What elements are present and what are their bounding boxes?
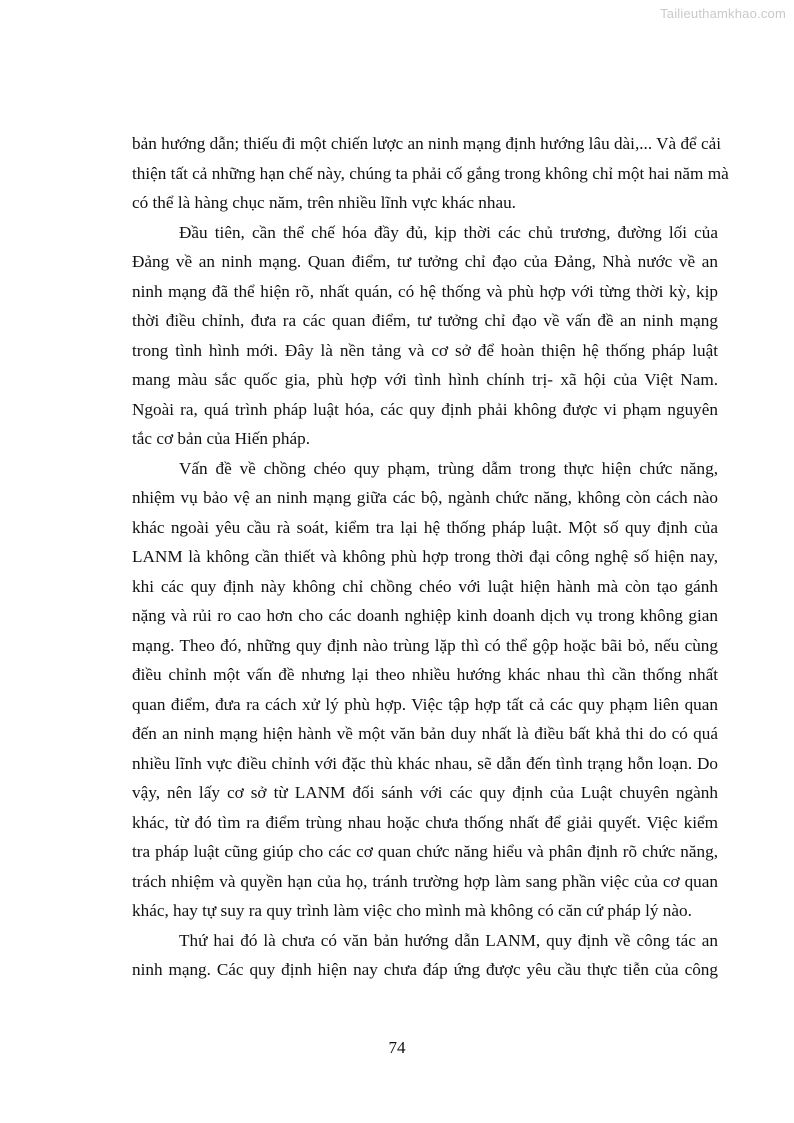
text-line: Vấn đề về chồng chéo quy phạm, trùng dẫm trong thực hiện chức năng, <box>179 458 718 478</box>
text-line: mang màu sắc quốc gia, phù hợp với tình hình chính trị- xã hội của Việt Nam. <box>132 370 718 389</box>
text-line: nhiệm vụ bảo vệ an ninh mạng giữa các bộ, ngành chức năng, không còn cách nào <box>132 488 718 507</box>
text-line: vậy, nên lấy cơ sở từ LANM đối sánh với các quy định của Luật chuyên ngành <box>132 783 718 802</box>
text-line: LANM là không cần thiết và không phù hợp trong thời đại công nghệ số hiện nay, <box>132 547 718 566</box>
paragraph <box>132 218 718 454</box>
text-line: điều chỉnh một vấn đề nhưng lại theo nhiều hướng khác nhau thì cần thống nhất <box>132 665 718 684</box>
text-line: có thể là hàng chục năm, trên nhiều lĩnh vực khác nhau. <box>132 193 516 212</box>
text-line: khi các quy định này không chỉ chồng chéo với luật hiện hành mà còn tạo gánh <box>132 576 718 596</box>
text-line: Ngoài ra, quá trình pháp luật hóa, các quy định phải không được vi phạm nguyên <box>132 399 718 419</box>
paragraph <box>132 454 718 926</box>
text-line: đến an ninh mạng hiện hành về một văn bản duy nhất là điều bất khả thi do có quá <box>132 724 718 743</box>
text-line: khác ngoài yêu cầu rà soát, kiểm tra lại hệ thống pháp luật. Một số quy định của <box>132 517 718 537</box>
text-line: khác, từ đó tìm ra điểm trùng nhau hoặc chưa thống nhất để giải quyết. Việc kiểm <box>132 812 718 832</box>
text-line: nặng và rủi ro cao hơn cho các doanh nghiệp kinh doanh dịch vụ trong không gian <box>132 606 718 625</box>
text-line: Thứ hai đó là chưa có văn bản hướng dẫn LANM, quy định về công tác an <box>179 930 718 950</box>
text-line: Đầu tiên, cần thể chế hóa đầy đủ, kịp thời các chủ trương, đường lối của <box>179 222 718 242</box>
text-line: trong tình hình mới. Đây là nền tảng và cơ sở để hoàn thiện hệ thống pháp luật <box>132 340 718 360</box>
text-line: mạng. Theo đó, những quy định nào trùng lặp thì có thể gộp hoặc bãi bỏ, nếu cùng <box>132 635 718 655</box>
paragraph <box>132 926 718 985</box>
page-number: 74 <box>388 1038 406 1057</box>
text-line: tra pháp luật cũng giúp cho các cơ quan chức năng hiểu và phân định rõ chức năng, <box>132 842 718 861</box>
text-line: quan điểm, đưa ra cách xử lý phù hợp. Việc tập hợp tất cả các quy phạm liên quan <box>132 694 718 714</box>
document-body <box>132 129 729 985</box>
text-line: nhiều lĩnh vực điều chỉnh với đặc thù khác nhau, sẽ dẫn đến tình trạng hỗn loạn. Do <box>132 753 718 773</box>
text-line: ninh mạng. Các quy định hiện nay chưa đáp ứng được yêu cầu thực tiễn của công <box>132 960 718 979</box>
text-line: thiện tất cả những hạn chế này, chúng ta phải cố gắng trong không chỉ một hai năm mà <box>132 163 729 183</box>
text-line: trách nhiệm và quyền hạn của họ, tránh trường hợp làm sang phần việc của cơ quan <box>132 871 718 891</box>
text-line: ninh mạng đã thể hiện rõ, nhất quán, có hệ thống và phù hợp với từng thời kỳ, kịp <box>132 281 718 301</box>
watermark: Tailieuthamkhao.com <box>660 6 786 21</box>
text-line: thời điều chỉnh, đưa ra các quan điểm, tư tưởng chỉ đạo về vấn đề an ninh mạng <box>132 311 718 330</box>
text-line: khác, hay tự suy ra quy trình làm việc cho mình mà không có căn cứ pháp lý nào. <box>132 901 692 920</box>
text-line: Đảng về an ninh mạng. Quan điểm, tư tưởng chỉ đạo của Đảng, Nhà nước về an <box>132 252 718 271</box>
text-line: bản hướng dẫn; thiếu đi một chiến lược an ninh mạng định hướng lâu dài,... Và để cải <box>132 134 722 153</box>
paragraph <box>132 129 729 218</box>
text-line: tắc cơ bản của Hiến pháp. <box>132 429 311 448</box>
